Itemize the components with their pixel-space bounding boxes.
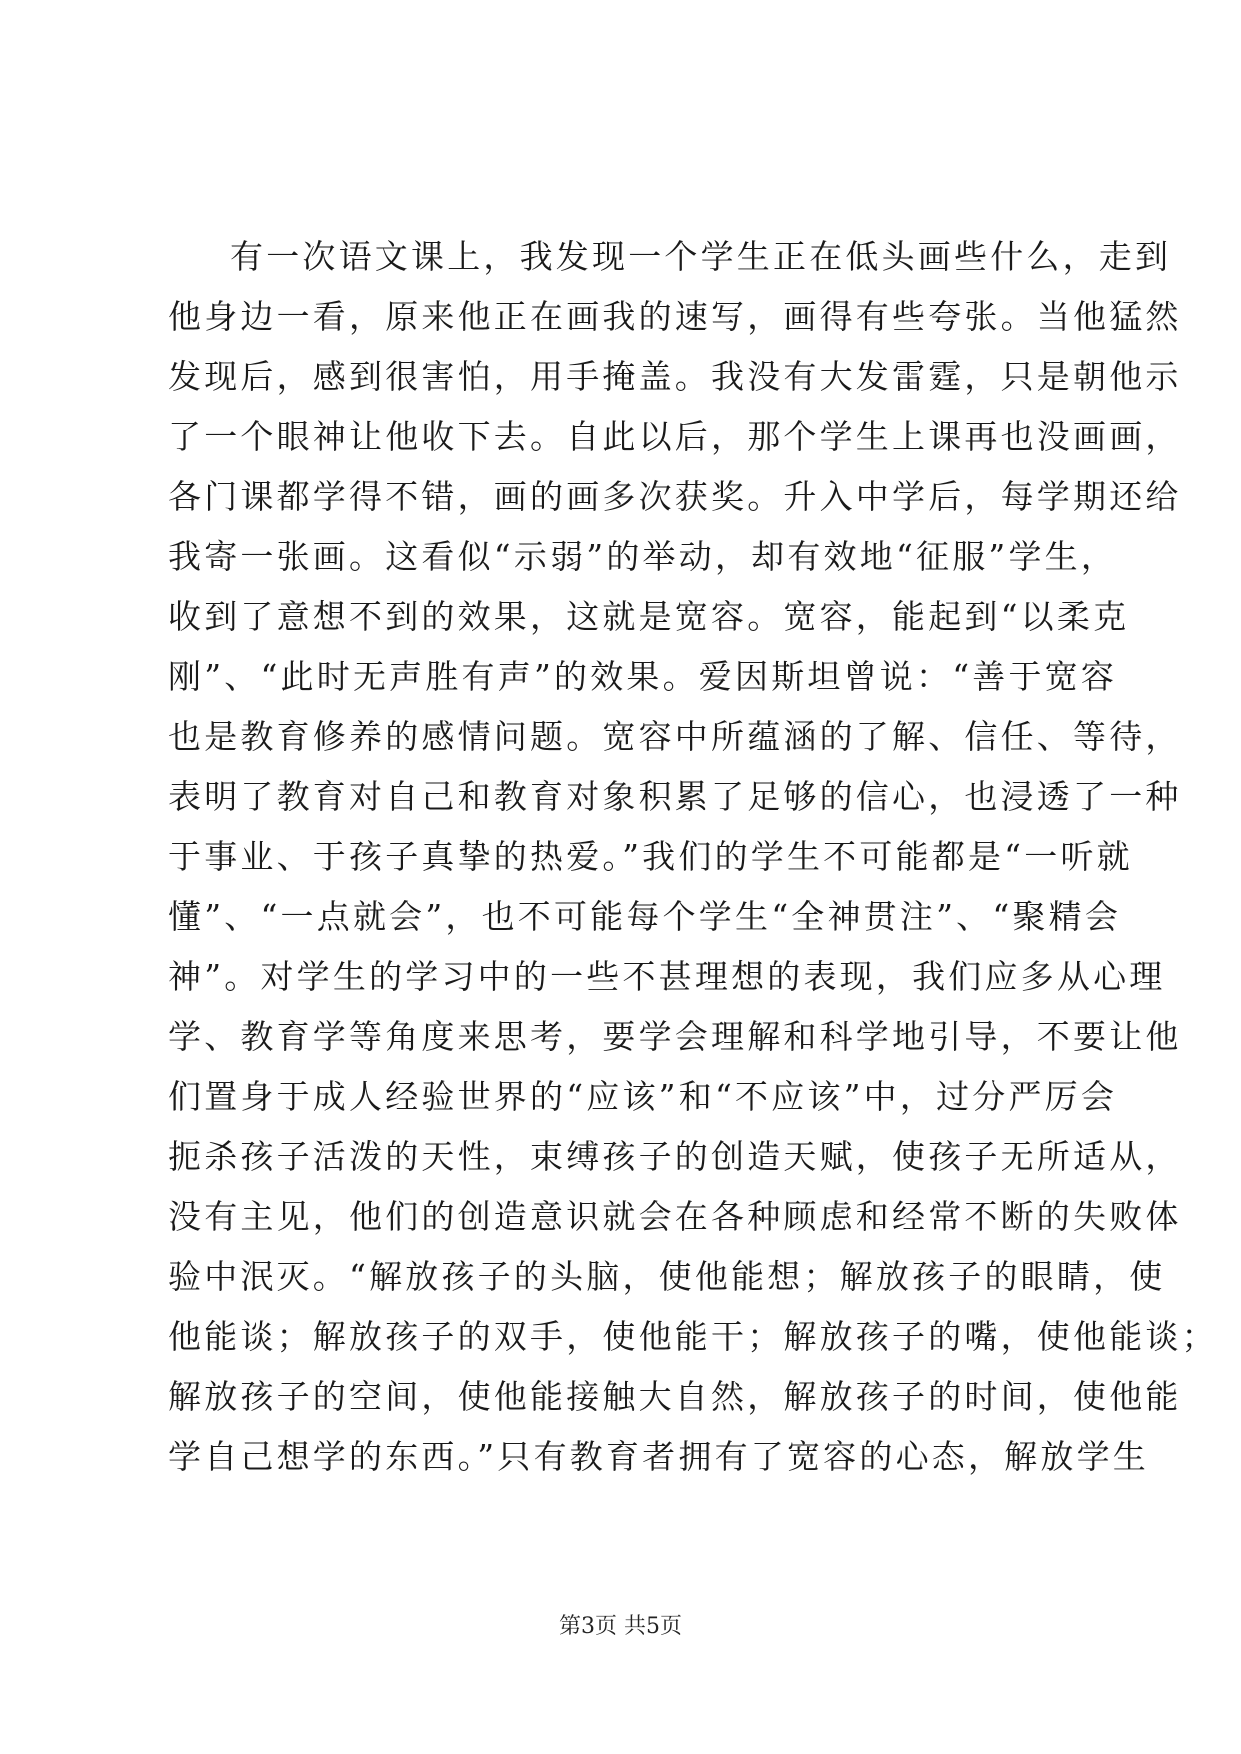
text-line: 于事业、于孩子真挚的热爱。”我们的学生不可能都是“一听就: [168, 837, 1133, 876]
text-line: 我寄一张画。这看似“示弱”的举动，却有效地“征服”学生，: [168, 537, 1118, 576]
text-line: 他能谈；解放孩子的双手，使他能干；解放孩子的嘴，使他能谈；: [168, 1317, 1218, 1356]
text-line: 收到了意想不到的效果，这就是宽容。宽容，能起到“以柔克: [168, 597, 1130, 636]
text-line: 各门课都学得不错，画的画多次获奖。升入中学后，每学期还给: [168, 477, 1182, 516]
text-line: 了一个眼神让他收下去。自此以后，那个学生上课再也没画画，: [168, 417, 1182, 456]
text-line: 解放孩子的空间，使他能接触大自然，解放孩子的时间，使他能: [168, 1377, 1182, 1416]
text-line: 学、教育学等角度来思考，要学会理解和科学地引导，不要让他: [168, 1017, 1182, 1056]
text-line: 们置身于成人经验世界的“应该”和“不应该”中，过分严厉会: [168, 1077, 1118, 1116]
text-line: 表明了教育对自己和教育对象积累了足够的信心，也浸透了一种: [168, 777, 1182, 816]
text-line: 有一次语文课上，我发现一个学生正在低头画些什么，走到: [230, 237, 1172, 276]
text-line: 刚”、“此时无声胜有声”的效果。爱因斯坦曾说：“善于宽容: [168, 657, 1118, 696]
text-line: 发现后，感到很害怕，用手掩盖。我没有大发雷霆，只是朝他示: [168, 357, 1182, 396]
text-line: 也是教育修养的感情问题。宽容中所蕴涵的了解、信任、等待，: [168, 717, 1182, 756]
page-number-footer: 第3页 共5页: [559, 1614, 682, 1639]
text-line: 懂”、“一点就会”，也不可能每个学生“全神贯注”、“聚精会: [168, 897, 1122, 936]
text-line: 验中泯灭。“解放孩子的头脑，使他能想；解放孩子的眼睛，使: [168, 1257, 1166, 1296]
text-line: 没有主见，他们的创造意识就会在各种顾虑和经常不断的失败体: [168, 1197, 1182, 1236]
text-line: 神”。对学生的学习中的一些不甚理想的表现，我们应多从心理: [168, 957, 1166, 996]
text-line: 他身边一看，原来他正在画我的速写，画得有些夸张。当他猛然: [168, 297, 1182, 336]
text-line: 扼杀孩子活泼的天性，束缚孩子的创造天赋，使孩子无所适从，: [168, 1137, 1182, 1176]
text-line: 学自己想学的东西。”只有教育者拥有了宽容的心态，解放学生: [168, 1437, 1149, 1476]
